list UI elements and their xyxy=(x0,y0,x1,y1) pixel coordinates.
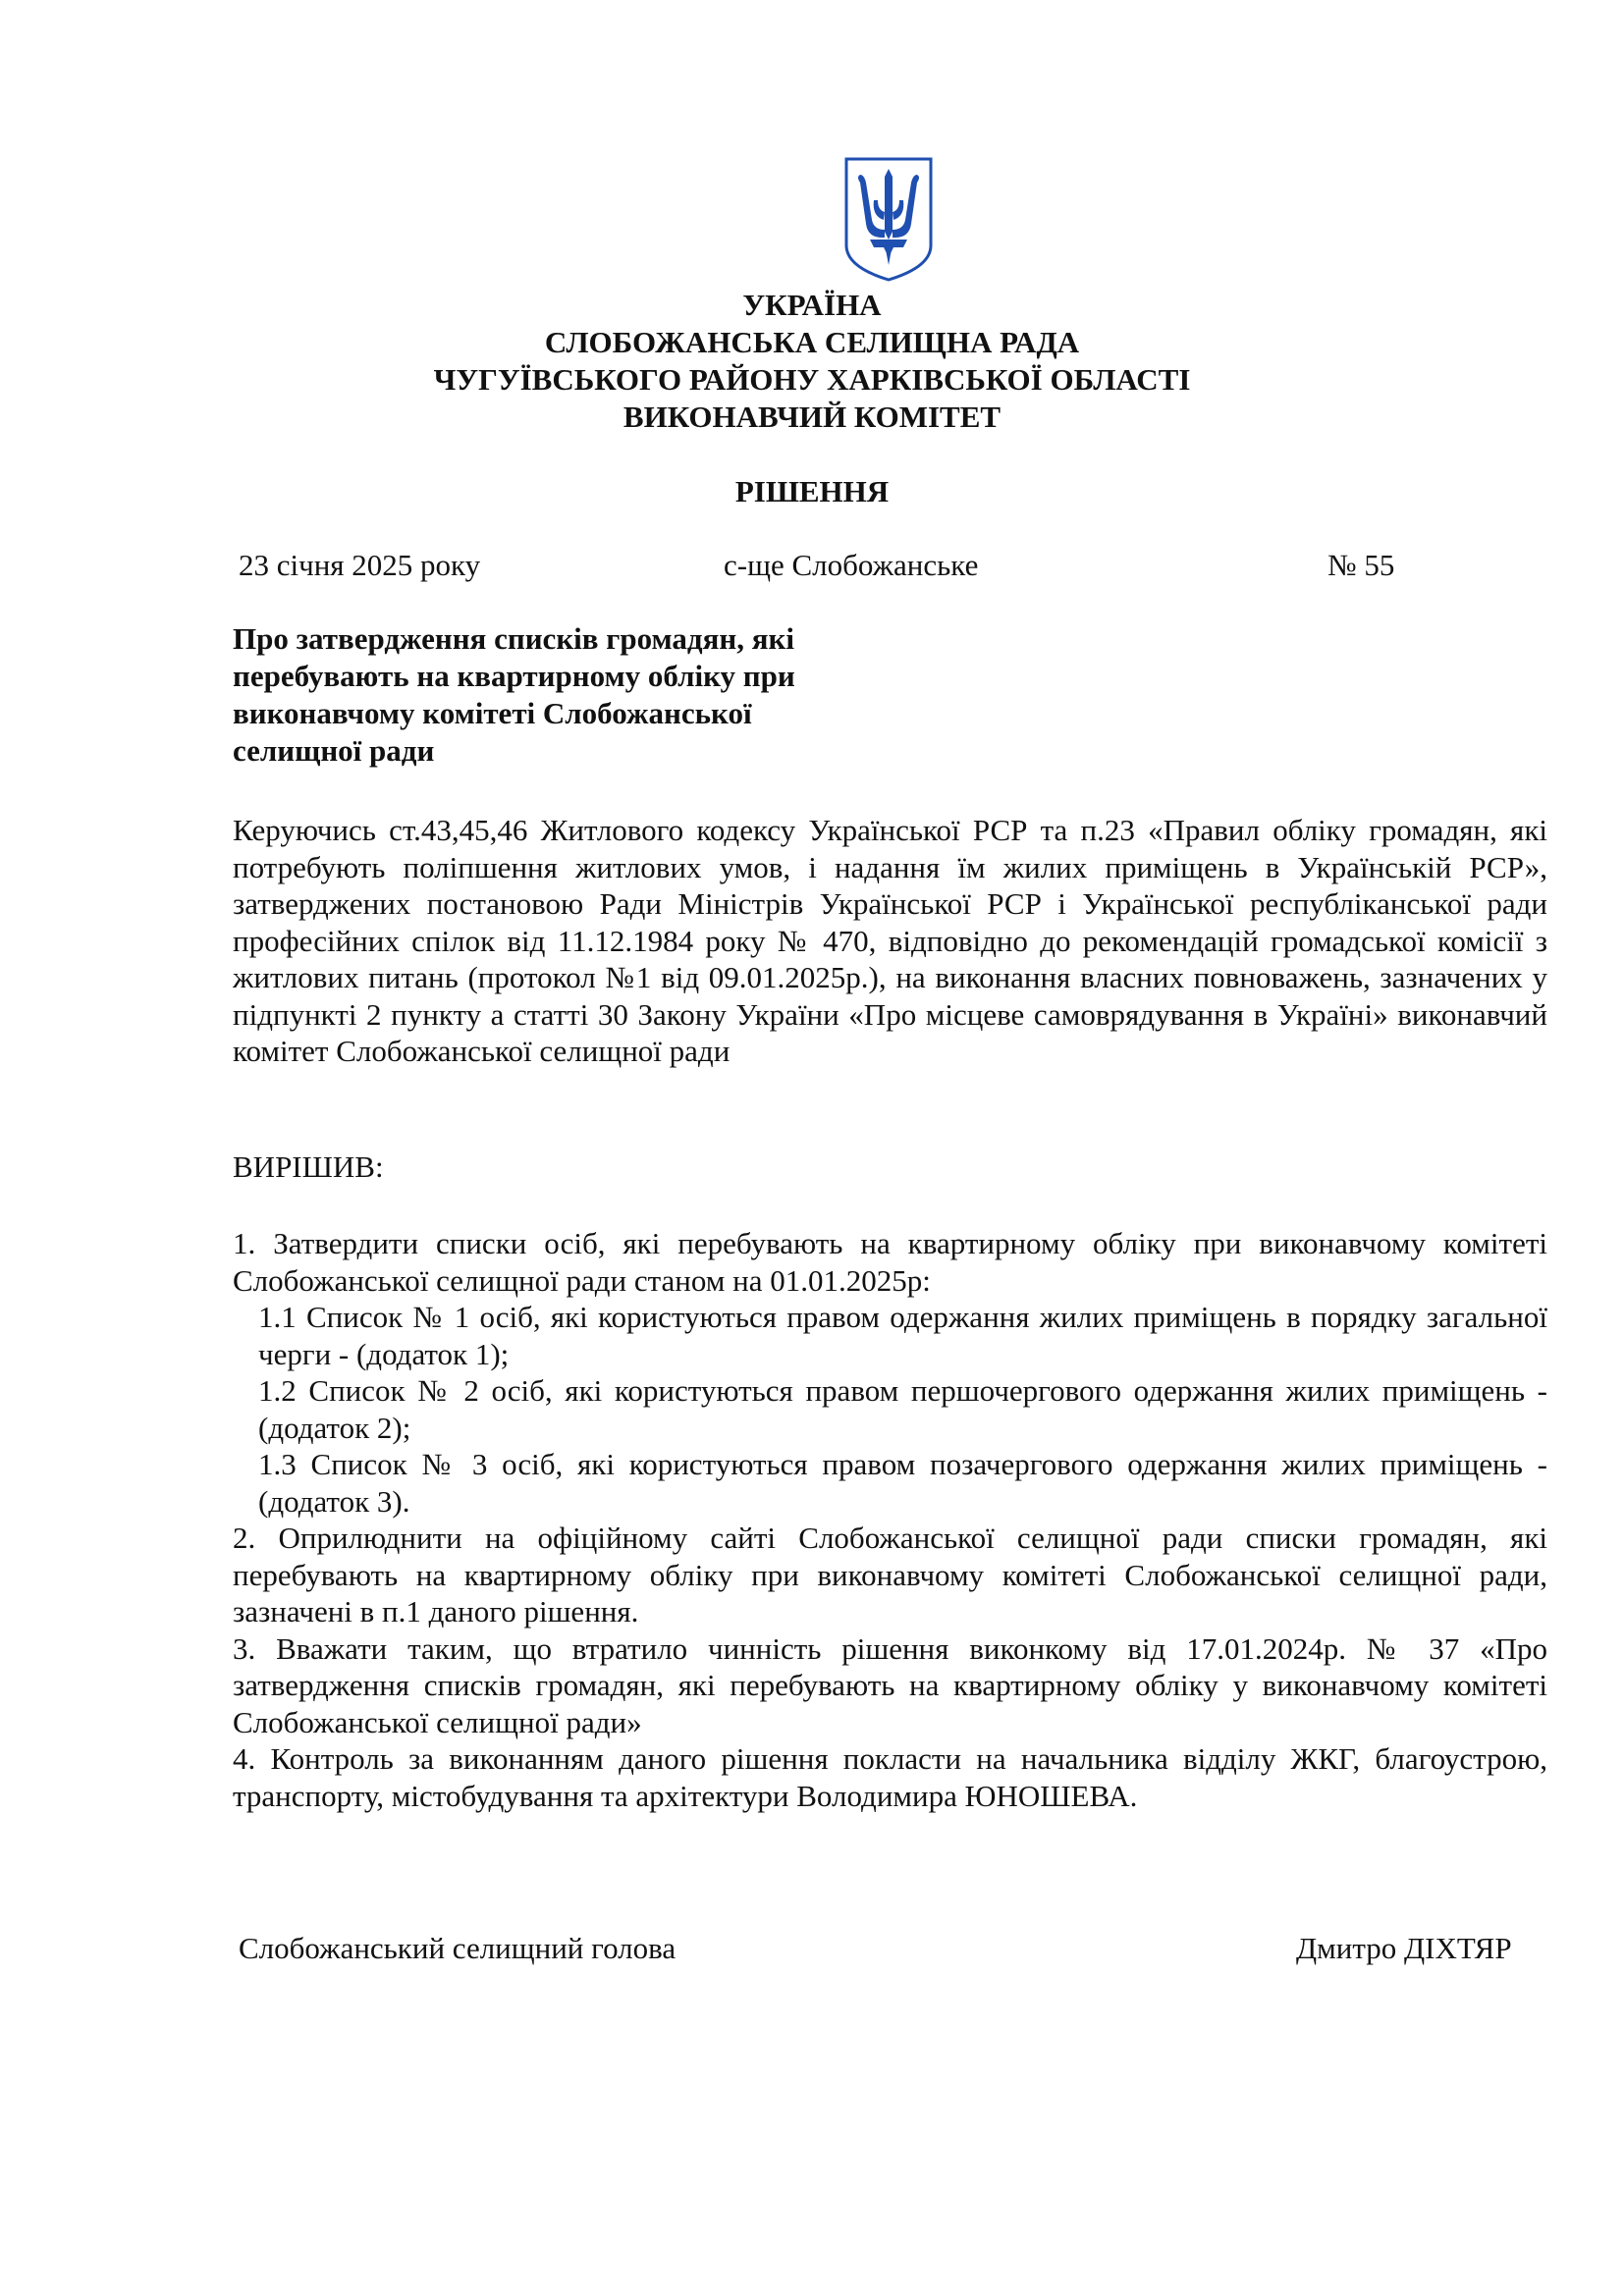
document-title: РІШЕННЯ xyxy=(734,474,890,508)
preamble-paragraph xyxy=(233,812,1547,1070)
header-country: УКРАЇНА xyxy=(742,288,882,322)
resolution-item-4: 4. Контроль за виконанням даного рішення покласти на начальника відділу ЖКГ, благоустрою, транспорту, містобудування та архітектури Володимира ЮНОШЕВА. xyxy=(233,1741,1547,1813)
header-committee: ВИКОНАВЧИЙ КОМІТЕТ xyxy=(623,400,1001,434)
resolution-item-1-1: 1.1 Список № 1 осіб, які користуються правом одержання жилих приміщень в порядку загальної черги - (додаток 1); xyxy=(258,1300,1547,1371)
document-subject: Про затвердження списків громадян, які перебувають на квартирному обліку при виконавчому комітеті Слобожанської селищної ради xyxy=(233,621,795,768)
document-place: с-ще Слобожанське xyxy=(724,548,979,582)
signatory-name: Дмитро ДІХТЯР xyxy=(1296,1931,1512,1965)
organization-header xyxy=(0,287,1624,436)
header-council: СЛОБОЖАНСЬКА СЕЛИЩНА РАДА xyxy=(544,325,1080,359)
resolution-item-1-3: 1.3 Список № 3 осіб, які користуються правом позачергового одержання жилих приміщень - (додаток 3). xyxy=(258,1447,1547,1519)
resolution-item-1: 1. Затвердити списки осіб, які перебувають на квартирному обліку при виконавчому комітеті Слобожанської селищної ради станом на 01.01.2025р: xyxy=(233,1226,1547,1298)
signatory-position: Слобожанський селищний голова xyxy=(239,1931,677,1965)
resolution-item-3: 3. Вважати таким, що втратило чинність рішення виконкому від 17.01.2024р. № 37 «Про затвердження списків громадян, які перебувають на квартирному обліку у виконавчому комітеті Слобожанської селищної ради» xyxy=(233,1630,1547,1739)
resolution-item-2: 2. Оприлюднити на офіційному сайті Слобожанської селищної ради списки громадян, які перебувають на квартирному обліку при виконавчому комітеті Слобожанської селищної ради, зазначені в п.1 даного рішення. xyxy=(233,1521,1547,1629)
document-number: № 55 xyxy=(1327,548,1395,582)
resolution-item-1-2: 1.2 Список № 2 осіб, які користуються правом першочергового одержання жилих приміщень - (додаток 2); xyxy=(258,1373,1547,1445)
preamble-text: Керуючись ст.43,45,46 Житлового кодексу Української РСР та п.23 «Правил обліку громадян, які потребують поліпшення житлових умов, і надання їм жилих приміщень в Українській РСР», затверджених постановою Ради Міністрів Української РСР і Української республіканської ради професійних спілок від 11.12.1984 року № 470, відповідно до рекомендацій громадської комісії з житлових питань (протокол №1 від 09.01.2025р.), на виконання власних повноважень, зазначених у підпункті 2 пункту а статті 30 Закону України «Про місцеве самоврядування в Україні» виконавчий комітет Слобожанської селищної ради xyxy=(233,813,1547,1068)
resolved-label: ВИРІШИВ: xyxy=(233,1149,384,1184)
document-date: 23 січня 2025 року xyxy=(239,548,481,582)
resolution-items xyxy=(233,1225,1547,1814)
tryzub-coat-of-arms-icon xyxy=(842,155,935,283)
header-region: ЧУГУЇВСЬКОГО РАЙОНУ ХАРКІВСЬКОЇ ОБЛАСТІ xyxy=(433,362,1191,397)
